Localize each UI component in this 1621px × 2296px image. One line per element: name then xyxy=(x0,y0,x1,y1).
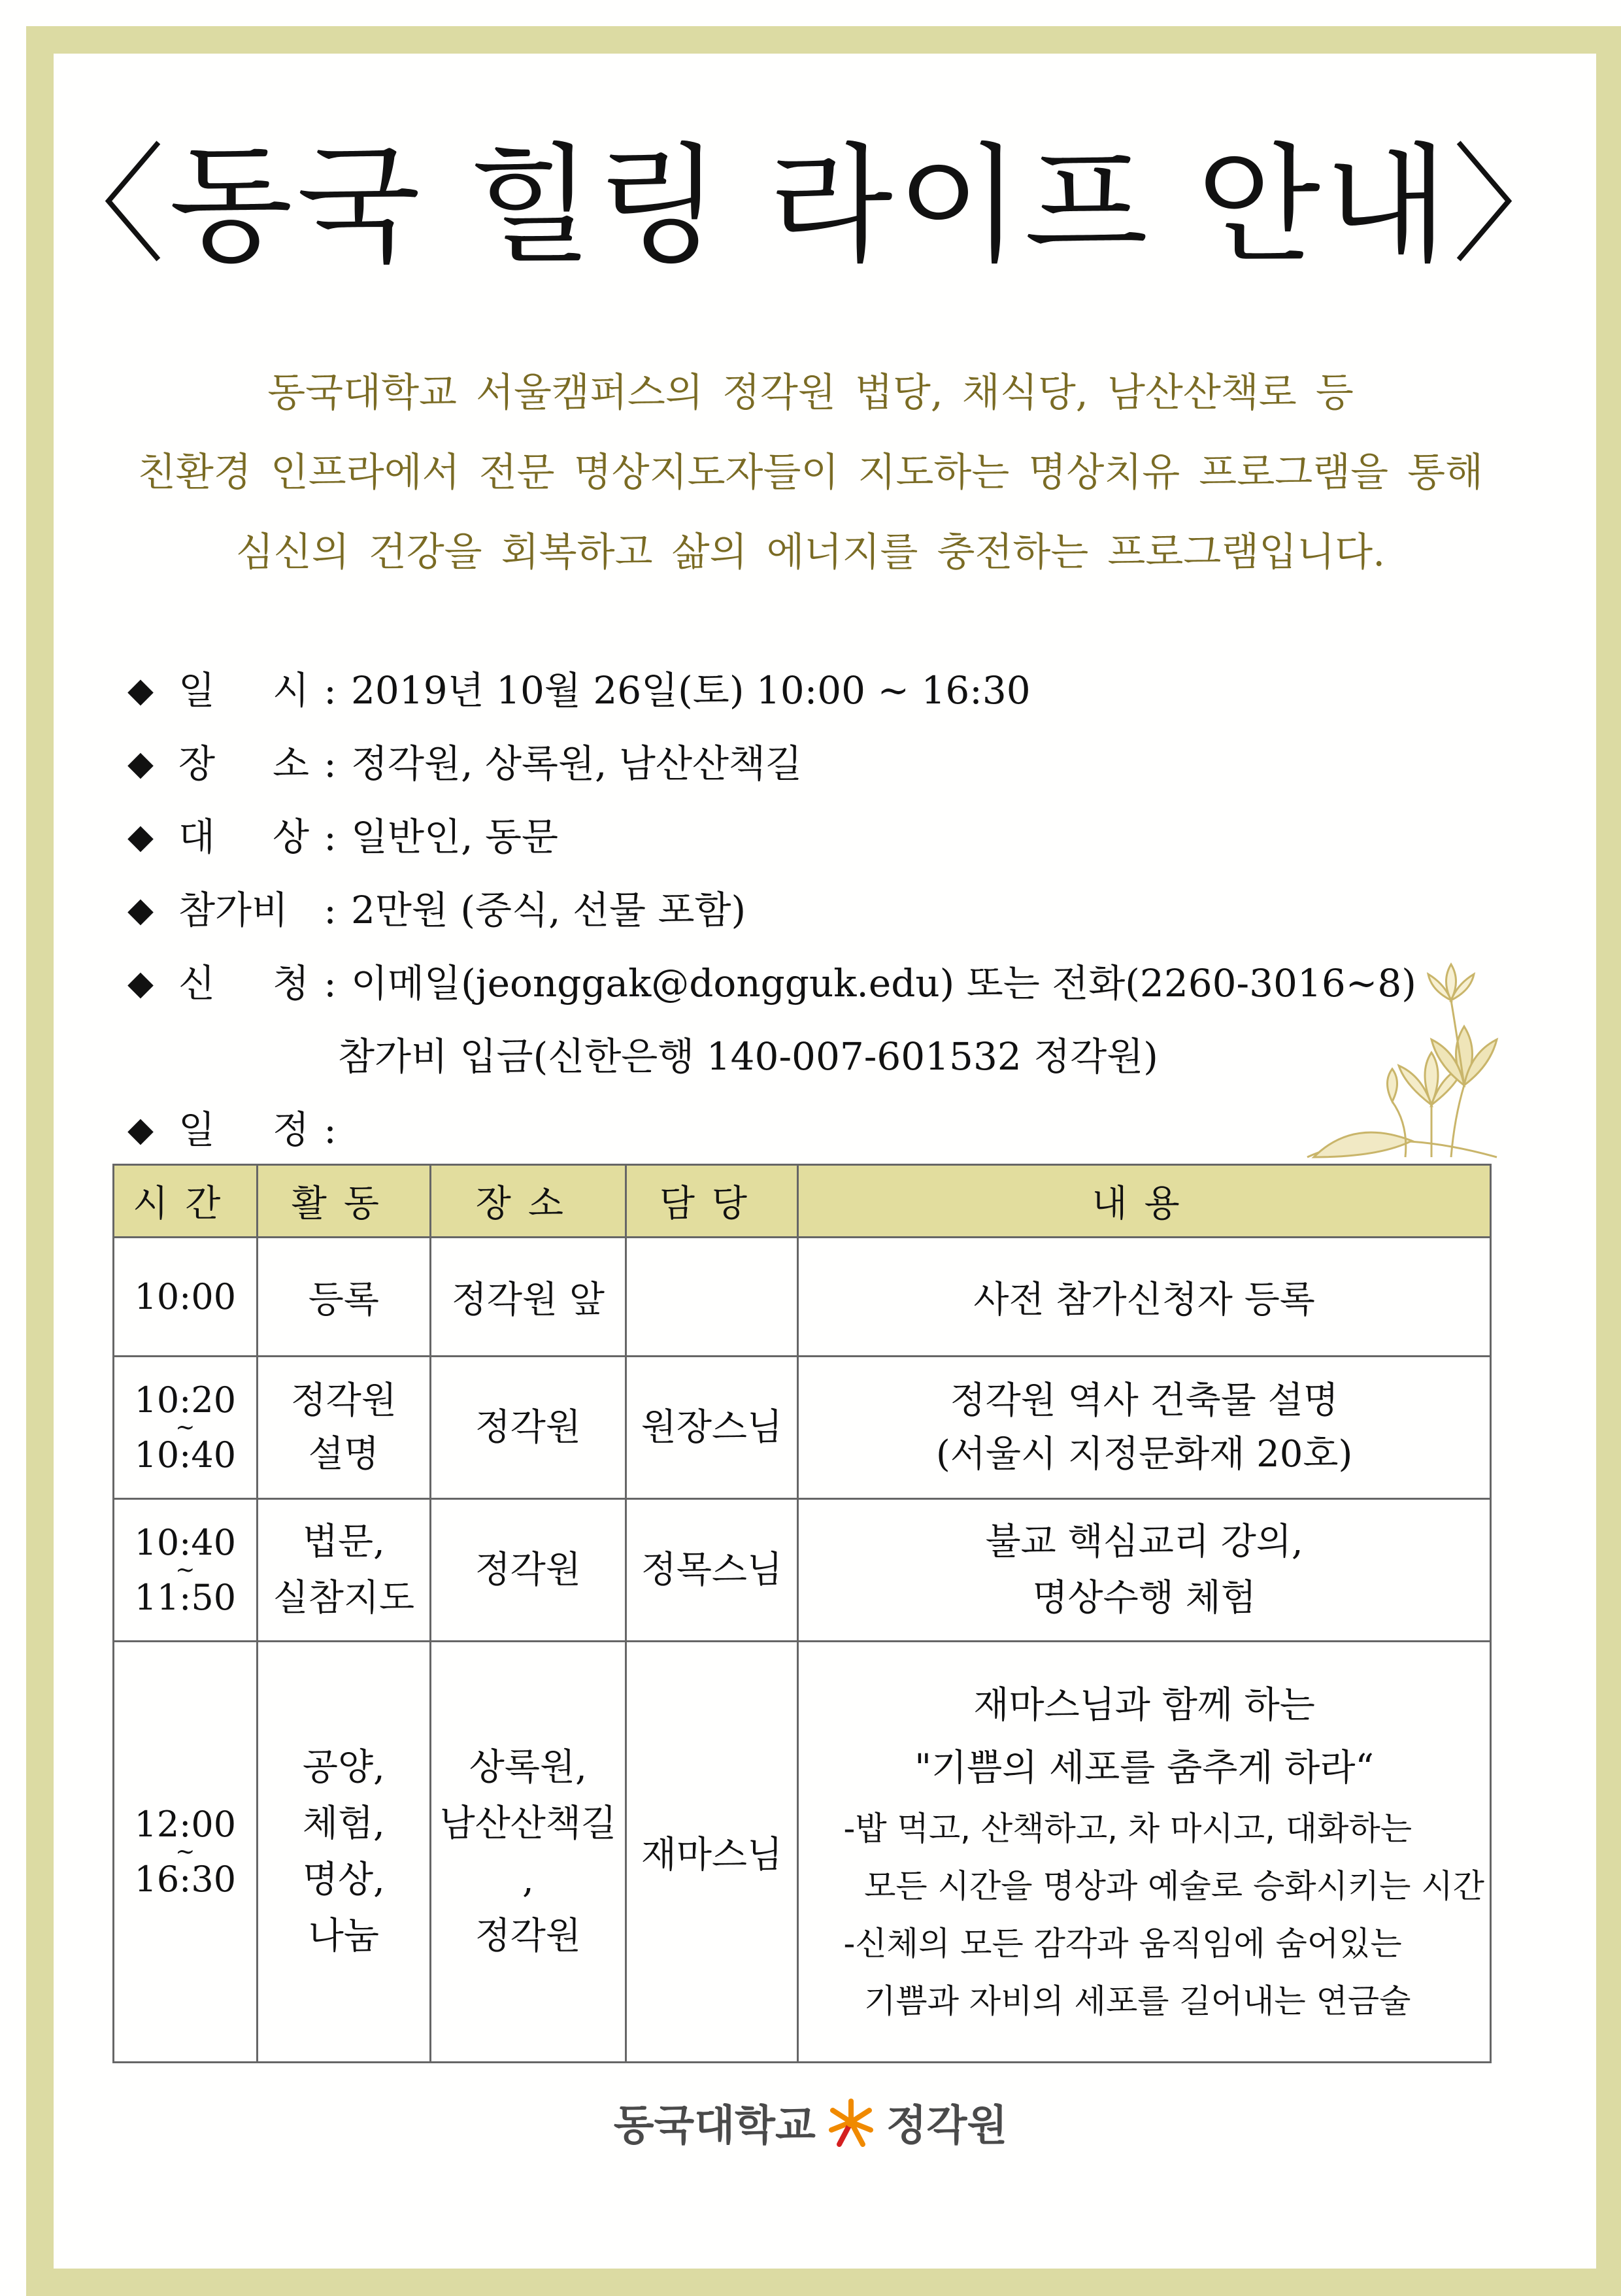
bullet-icon: ◆ xyxy=(127,964,154,1003)
time-start: 10:00 xyxy=(134,1275,237,1317)
info-label: 일 xyxy=(178,1107,216,1152)
info-label: 참가비 xyxy=(178,888,289,932)
intro-line: 심신의 건강을 회복하고 삶의 에너지를 충전하는 프로그램입니다. xyxy=(235,530,1386,575)
activity-line: 공양, xyxy=(302,1746,385,1789)
activity-line: 나눔 xyxy=(308,1914,379,1957)
footer-logo xyxy=(0,2092,1621,2152)
intro-line: 동국대학교 서울캠퍼스의 정각원 법당, 채식당, 남산산책로 등 xyxy=(267,370,1354,416)
cell-time xyxy=(114,1499,258,1642)
bullet-icon: ◆ xyxy=(127,671,154,710)
info-label: 상 xyxy=(272,815,309,859)
cell-time xyxy=(114,1357,258,1499)
info-label: 시 xyxy=(272,668,309,713)
cell-content xyxy=(798,1238,1491,1357)
info-item-fee xyxy=(127,873,1416,947)
activity-line: 법문, xyxy=(302,1520,385,1563)
content-subline: 기쁨과 자비의 세포를 길어내는 연금술 xyxy=(843,1982,1411,2020)
info-colon: : xyxy=(324,961,337,1005)
table-row xyxy=(114,1238,1491,1357)
bullet-icon: ◆ xyxy=(127,817,154,856)
cell-staff xyxy=(626,1238,798,1357)
place-line: 남산산책길 xyxy=(439,1802,617,1845)
schedule-table xyxy=(112,1164,1492,2063)
header-place: 장소 xyxy=(431,1165,626,1238)
info-colon: : xyxy=(324,815,337,859)
activity-line: 설명 xyxy=(308,1432,379,1476)
bullet-icon: ◆ xyxy=(127,1110,154,1149)
activity-line: 실참지도 xyxy=(273,1576,415,1619)
table-row xyxy=(114,1357,1491,1499)
cell-place xyxy=(431,1499,626,1642)
time-separator: ~ xyxy=(175,1556,195,1583)
cell-activity xyxy=(257,1499,431,1642)
info-colon: : xyxy=(324,668,337,713)
cell-content xyxy=(798,1642,1491,2063)
intro-line: 친환경 인프라에서 전문 명상지도자들이 지도하는 명상치유 프로그램을 통해 xyxy=(137,450,1484,496)
content-line: (서울시 지정문화재 20호) xyxy=(935,1432,1353,1476)
content-line: 명상수행 체험 xyxy=(1032,1576,1256,1619)
intro-text xyxy=(0,353,1621,592)
info-colon: : xyxy=(324,1107,337,1152)
activity-line: 등록 xyxy=(308,1278,379,1321)
org-name: 정각원 xyxy=(886,2102,1008,2150)
header-content: 내용 xyxy=(798,1165,1491,1238)
content-line: 재마스님과 함께 하는 xyxy=(973,1683,1315,1727)
time-separator: ~ xyxy=(175,1413,195,1441)
content-subline: 모든 시간을 명상과 예술로 승화시키는 시간 xyxy=(843,1866,1484,1905)
cell-staff: 재마스님 xyxy=(626,1642,798,2063)
cell-content xyxy=(798,1499,1491,1642)
info-value: 이메일(jeonggak@dongguk.edu) 또는 전화(2260-3016~8) xyxy=(351,961,1416,1005)
info-colon: : xyxy=(324,888,337,932)
cell-activity xyxy=(257,1357,431,1499)
info-item-apply-cont xyxy=(127,1020,1416,1093)
time-start: 10:40 xyxy=(134,1521,237,1563)
cell-place xyxy=(431,1642,626,2063)
content-line: 사전 참가신청자 등록 xyxy=(973,1278,1315,1321)
cell-activity xyxy=(257,1238,431,1357)
info-label: 신 xyxy=(178,961,216,1005)
info-label: 일 xyxy=(178,668,216,713)
info-item-schedule xyxy=(127,1093,1416,1166)
info-label: 장 xyxy=(178,741,216,786)
info-label: 청 xyxy=(272,961,309,1005)
place-line: 정각원 xyxy=(475,1914,581,1957)
content-subline: -밥 먹고, 산책하고, 차 마시고, 대화하는 xyxy=(843,1809,1412,1848)
content-subline: -신체의 모든 감각과 움직임에 숨어있는 xyxy=(843,1924,1402,1963)
bullet-icon: ◆ xyxy=(127,890,154,930)
table-header-row xyxy=(114,1165,1491,1238)
time-separator: ~ xyxy=(175,1838,195,1865)
info-label: 소 xyxy=(272,741,309,786)
info-value: 2019년 10월 26일(토) 10:00 ~ 16:30 xyxy=(351,668,1031,713)
bullet-icon: ◆ xyxy=(127,744,154,783)
content-line: 불교 핵심교리 강의, xyxy=(985,1520,1303,1563)
time-end: 16:30 xyxy=(134,1858,237,1900)
header-activity: 활동 xyxy=(257,1165,431,1238)
cell-place xyxy=(431,1357,626,1499)
time-start: 12:00 xyxy=(134,1803,237,1845)
header-time: 시간 xyxy=(114,1165,258,1238)
cell-activity xyxy=(257,1642,431,2063)
time-start: 10:20 xyxy=(134,1379,237,1421)
dharma-wheel-icon xyxy=(825,2096,877,2148)
info-value: 정각원, 상록원, 남산산책길 xyxy=(351,741,803,786)
cell-time xyxy=(114,1238,258,1357)
place-line: 정각원 xyxy=(475,1548,581,1591)
info-list xyxy=(127,654,1416,1166)
info-value: 2만원 (중식, 선물 포함) xyxy=(351,888,746,932)
info-item-place xyxy=(127,727,1416,800)
place-line: 상록원, xyxy=(469,1746,587,1789)
cell-place xyxy=(431,1238,626,1357)
time-end: 11:50 xyxy=(134,1576,237,1618)
place-line: 정각원 xyxy=(475,1406,581,1449)
time-end: 10:40 xyxy=(134,1434,237,1476)
lotus-icon xyxy=(1301,961,1503,1170)
cell-time xyxy=(114,1642,258,2063)
info-item-date xyxy=(127,654,1416,727)
cell-staff: 정목스님 xyxy=(626,1499,798,1642)
info-item-apply xyxy=(127,947,1416,1020)
place-line: 정각원 앞 xyxy=(451,1278,605,1321)
university-name: 동국대학교 xyxy=(613,2102,816,2150)
info-label: 대 xyxy=(178,815,216,859)
activity-line: 명상, xyxy=(302,1858,385,1901)
info-item-target xyxy=(127,800,1416,873)
info-value: 일반인, 동문 xyxy=(351,815,559,859)
activity-line: 체험, xyxy=(302,1802,385,1845)
cell-staff: 원장스님 xyxy=(626,1357,798,1499)
cell-content xyxy=(798,1357,1491,1499)
info-label: 정 xyxy=(272,1107,309,1152)
table-row xyxy=(114,1642,1491,2063)
page-title: 〈동국 힐링 라이프 안내〉 xyxy=(37,131,1584,280)
info-colon: : xyxy=(324,741,337,786)
content-line: "기쁨의 세포를 춤추게 하라“ xyxy=(914,1746,1375,1789)
activity-line: 정각원 xyxy=(290,1379,397,1422)
table-row xyxy=(114,1499,1491,1642)
info-value: 참가비 입금(신한은행 140-007-601532 정각원) xyxy=(338,1034,1158,1079)
place-line: , xyxy=(522,1858,534,1901)
content-line: 정각원 역사 건축물 설명 xyxy=(950,1379,1339,1422)
header-staff: 담당 xyxy=(626,1165,798,1238)
